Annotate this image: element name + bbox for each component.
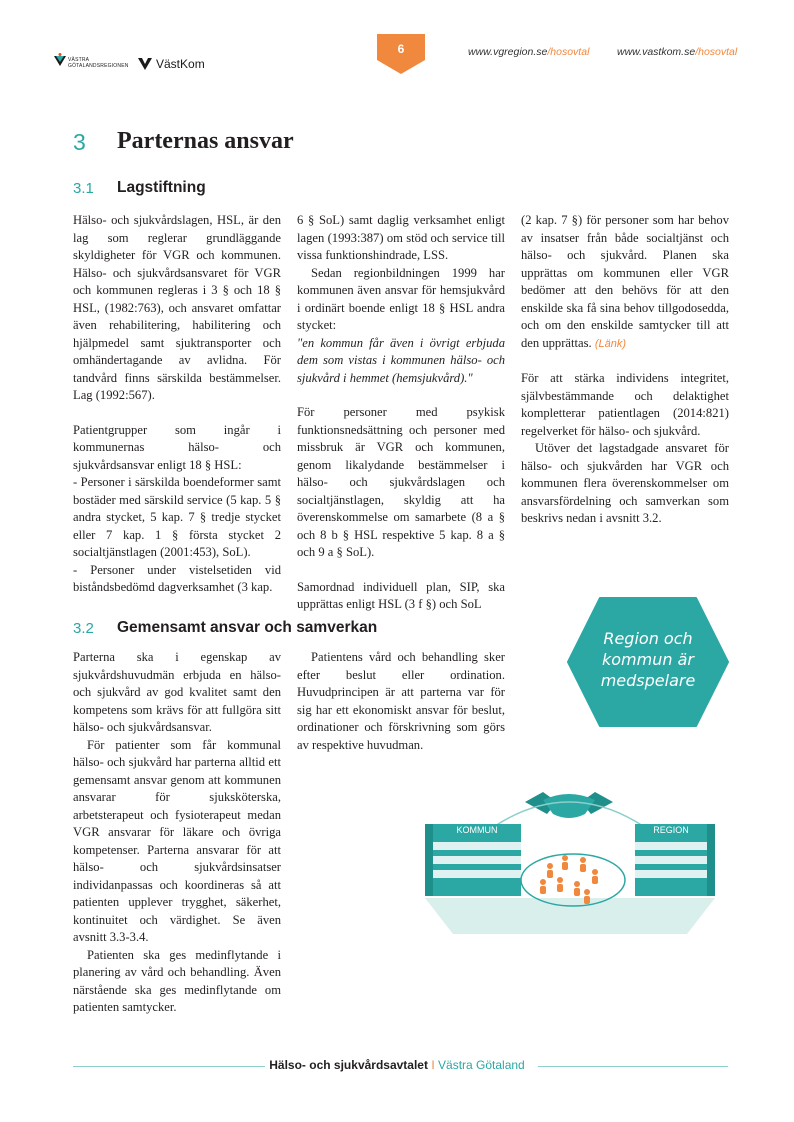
region-label: REGION (653, 825, 689, 835)
collaboration-illustration (425, 784, 715, 934)
footer (0, 1058, 794, 1072)
paragraph: För patienter som får kommunal hälso- och sjukvård har parterna alltid ett gemensamt ansvar genom att kommunen ansvarar för sjuksköterska, arbetsterapeut och fysioterapeut medan VGR ansvarar för läkare och övriga kompetenser. Parterna ansvarar för att hälso- och sjukvårdsinsatser individanpassas och koordineras så att patienten upplever trygghet, säkerhet, kontinuitet och värdighet. Se även avsnitt 3.3-3.4. (73, 737, 281, 944)
vastkom-url[interactable]: www.vastkom.se/hosovtal (617, 46, 738, 58)
section-32-column-2 (297, 649, 505, 754)
section-31-number: 3.1 (73, 180, 94, 197)
section-31-column-2 (297, 212, 505, 614)
handshake-icon (525, 792, 613, 818)
paragraph: 6 § SoL) samt daglig verksamhet enligt lagen (1993:387) om stöd och service till vissa funktionshindrade, LSS. (297, 213, 505, 262)
collaboration-graphic (425, 784, 715, 934)
paragraph: För att stärka individens integritet, självbestämmande och delaktighet kompletterar patientlagen (2014:821) regelverket för hälso- och sjukvård. (521, 371, 729, 438)
medspelare-badge (566, 596, 730, 728)
paragraph: Patienten ska ges medinflytande i planering av vård och behandling. Även närstående ska ges medinflytande om patienten samtycker. (73, 947, 281, 1014)
vastkom-logo (138, 54, 205, 74)
paragraph: Utöver det lagstadgade ansvaret för hälso- och sjukvården har VGR och kommunen flera överenskommelser om ansvarsfördelning och samverkan som beskrivs nedan i avsnitt 3.2. (521, 441, 729, 525)
vastkom-v-icon (138, 57, 152, 71)
quote: "en kommun får även i övrigt erbjuda dem som vistas i kommunen hälso- och sjukvård i hemmet (hemsjukvård)." (297, 335, 505, 385)
paragraph: Patientens vård och behandling sker efter beslut eller ordination. Huvudprincipen är att parterna var för sig har ett ekonomiskt ansvar för beslut, ordinationer och förskrivning som görs av respektive huvudman. (297, 650, 505, 752)
section-32-column-1 (73, 649, 281, 1017)
link[interactable]: (Länk) (594, 337, 626, 350)
paragraph: Samordnad individuell plan, SIP, ska upprättas enligt HSL (3 f §) och SoL (297, 579, 505, 611)
vgregion-url[interactable]: www.vgregion.se/hosovtal (468, 46, 590, 58)
list-item: - Personer under vistelsetiden vid biståndsbedömd dagverksamhet (3 kap. (73, 562, 281, 594)
footer-region: Västra Götaland (438, 1058, 525, 1072)
header-logos (52, 52, 222, 76)
footer-title: Hälso- och sjukvårdsavtalet (269, 1058, 428, 1072)
paragraph: Sedan regionbildningen 1999 har kommunen även ansvar för hemsjukvård i ordinärt boende enligt 18 § HSL andra stycket: (297, 265, 505, 332)
page-number: 6 (397, 42, 405, 56)
paragraph: Parterna ska i egenskap av sjukvårdshuvudmän erbjuda en hälso- och sjukvård av god kvalitet samt den kompetens som krävs för att fullgöra sitt hälso- och sjukvårdsansvar. (73, 650, 281, 734)
paragraph: Hälso- och sjukvårdslagen, HSL, är den lag som reglerar grundläggande skyldigheter för VGR och kommunen. Hälso- och sjukvårdsansvaret för VGR och kommunen regleras i 3 § och 18 § HSL, (1982:763), och ansvaret omfattar även rehabilitering, habilitering och hjälpmedel samt sjuktransporter och omhändertagande av avlidna. För tandvård finns särskilda bestämmelser. Lag (1992:567). (73, 213, 281, 402)
kommun-label: KOMMUN (456, 825, 498, 835)
vgr-logo-text: VÄSTRA GÖTALANDSREGIONEN (68, 57, 129, 69)
footer-separator: I (431, 1058, 435, 1072)
section-31-title: Lagstiftning (117, 179, 206, 196)
section-3-title: Parternas ansvar (117, 128, 294, 154)
list-item: - Personer i särskilda boendeformer samt bostäder med särskild service (5 kap. 5 § andra stycket, 5 kap. 7 § tredje stycket eller 7 kap. 1 § första stycket 2 socialtjänstlagen (2001:453), SoL). (73, 475, 281, 559)
section-3-number: 3 (73, 129, 86, 155)
paragraph: (2 kap. 7 §) för personer som har behov av insatser från både socialtjänst och hälso- och sjukvård. Planen ska upprättas om kommunen eller VGR bedömer att den behövs för att den enskilde ska få sina behov tillgodosedda, och om den enskilde samtycker till att den upprättas. (Länk) (521, 213, 729, 350)
section-31-column-1 (73, 212, 281, 597)
section-31-column-3 (521, 212, 729, 528)
section-32-title: Gemensamt ansvar och samverkan (117, 619, 378, 636)
people-group (540, 855, 598, 904)
page-number-badge (377, 34, 425, 74)
badge-text: Region och kommun är medspelare (600, 629, 696, 690)
paragraph: Patientgrupper som ingår i kommunernas hälso- och sjukvårdsansvar enligt 18 § HSL: (73, 422, 281, 472)
section-32-number: 3.2 (73, 620, 94, 637)
paragraph: För personer med psykisk funktionsnedsättning och personer med missbruk är VGR och kommunen, genom likalydande bestämmelser i hälso- och sjukvårdslagen och socialtjänstlagen, skyldig att ha överenskommelse om samarbete (8 a § och 8 b § HSL respektive 5 kap. 8 a § och 9 a § SoL). (297, 405, 505, 559)
vastkom-logo-text: VästKom (156, 57, 205, 71)
